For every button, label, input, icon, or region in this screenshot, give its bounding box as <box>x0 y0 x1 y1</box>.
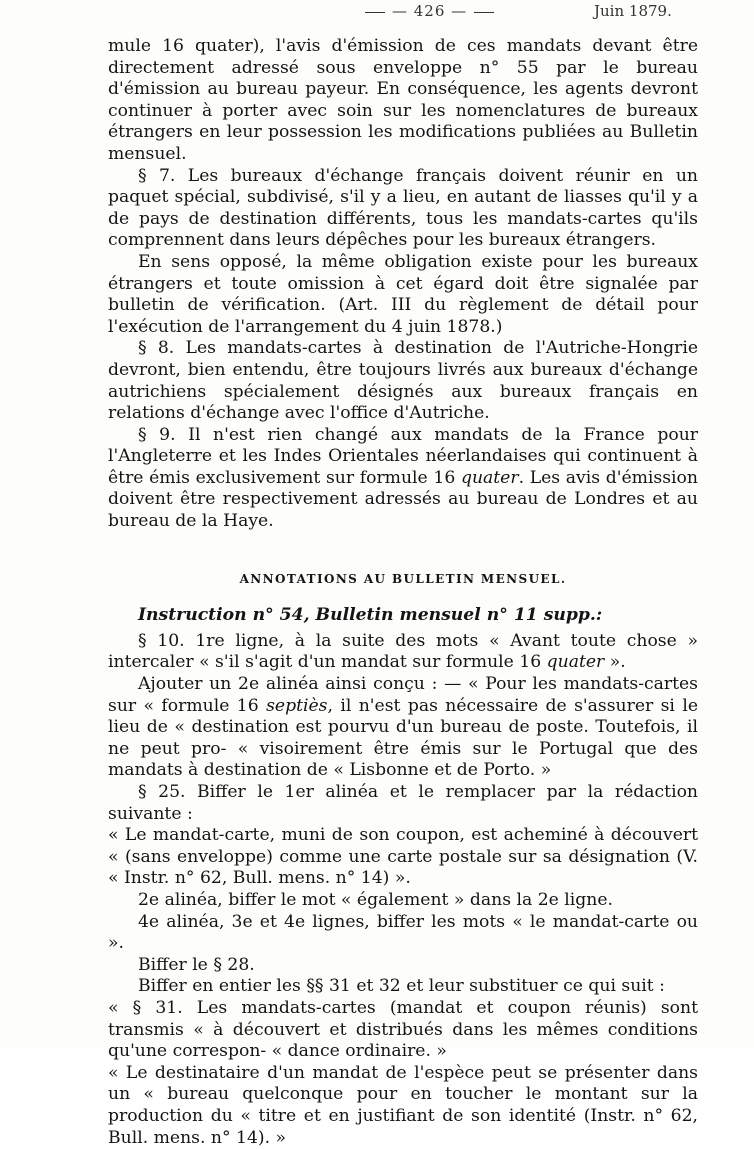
paragraph-biffer-31-32: Biffer en entier les §§ 31 et 32 et leur substituer ce qui suit : <box>138 976 665 997</box>
section-title: ANNOTATIONS AU BULLETIN MENSUEL. <box>239 571 567 586</box>
paragraph-section-8: § 8. Les mandats-cartes à destination de l'Autriche-Hongrie devront, bien entendu, être toujours livrés aux bureaux d'échange autrichiens spécialement désignés aux bureaux français en relations d'échange avec l'office d'Autriche. <box>108 338 698 424</box>
alinea-text-a: Ajouter un 2e alinéa ainsi conçu : — « Pour les mandats-cartes sur « formule 16 <box>108 674 698 716</box>
page-number: — 426 — <box>358 2 501 20</box>
p9-text-c: . Les avis d'émission doivent être respectivement adressés au bureau de Londres et au bureau de la Haye. <box>108 467 698 532</box>
paragraph-quote-mandat-carte: « Le mandat-carte, muni de son coupon, est acheminé à découvert « (sans enveloppe) comme une carte postale sur sa désignation (V. « Instr. n° 62, Bull. mens. n° 14) ». <box>108 825 698 889</box>
paragraph-section-9 <box>108 425 698 533</box>
paragraph-quote-section-31: « § 31. Les mandats-cartes (mandat et coupon réunis) sont transmis « à découvert et distribués dans les mêmes conditions qu'une correspon- « dance ordinaire. » <box>108 997 698 1062</box>
s10-text-a: § 10. 1re ligne, à la suite des mots « Avant toute chose » intercaler « s'il s'agit d'un mandat sur formule 16 <box>108 630 698 673</box>
p9-italic: quater <box>460 467 519 488</box>
paragraph-quote-destinataire: « Le destinataire d'un mandat de l'espèce peut se présenter dans un « bureau quelconque pour en toucher le montant sur la production du « titre et en justifiant de son identité (Instr. n° 62, Bull. mens. n° 14). » <box>108 1062 698 1148</box>
s10-italic: quater <box>546 652 605 673</box>
body-text <box>108 36 698 1149</box>
alinea-italic: septiès <box>266 695 328 716</box>
paragraph-section-7: § 7. Les bureaux d'échange français doivent réunir en un paquet spécial, subdivisé, s'il y a lieu, en autant de liasses qu'il y a de pays de destination différents, tous les mandats-cartes qu'ils comprennent dans leurs dépêches pour les bureaux étrangers. <box>108 165 698 251</box>
instruction-line: Instruction n° 54, Bulletin mensuel n° 11 supp.: <box>138 605 603 626</box>
paragraph-continuation: mule 16 quater), l'avis d'émission de ces mandats devant être directement adressé sous enveloppe n° 55 par le bureau d'émission au bureau payeur. En conséquence, les agents devront continuer à porter avec soin sur les nomenclatures de bureaux étrangers en leur possession les modifications publiées au Bulletin mensuel. <box>108 36 698 164</box>
paragraph-section-10 <box>108 631 698 674</box>
paragraph-ajouter-alinea <box>108 674 698 782</box>
paragraph-section-25: § 25. Biffer le 1er alinéa et le remplacer par la rédaction suivante : <box>108 782 698 824</box>
s10-text-c: ». <box>604 652 626 673</box>
paragraph-en-sens-oppose: En sens opposé, la même obligation existe pour les bureaux étrangers et toute omission à cet égard doit être signalée par bulletin de vérification. (Art. III du règlement de détail pour l'exécution de l'arrangement du 4 juin 1878.) <box>108 251 698 337</box>
running-head <box>0 2 754 26</box>
p9-text-a: § 9. Il n'est rien changé aux mandats de la France pour l'Angleterre et les Indes Orientales néerlandaises qui continuent à être émis exclusivement sur formule 16 <box>108 424 698 488</box>
paragraph-4e-alinea: 4e alinéa, 3e et 4e lignes, biffer les mots « le mandat-carte ou ». <box>108 911 698 954</box>
alinea-text-c: , il n'est pas nécessaire de s'assurer si le lieu de « destination est pourvu d'un bureau de poste. Toutefois, il ne peut pro- « visoirement être émis sur le Portugal que des mandats à destination de « Lisbonne et de Porto. » <box>108 695 698 781</box>
paragraph-biffer-28: Biffer le § 28. <box>138 954 255 975</box>
running-date: Juin 1879. <box>594 2 672 20</box>
paragraph-2e-alinea: 2e alinéa, biffer le mot « également » dans la 2e ligne. <box>138 889 613 910</box>
